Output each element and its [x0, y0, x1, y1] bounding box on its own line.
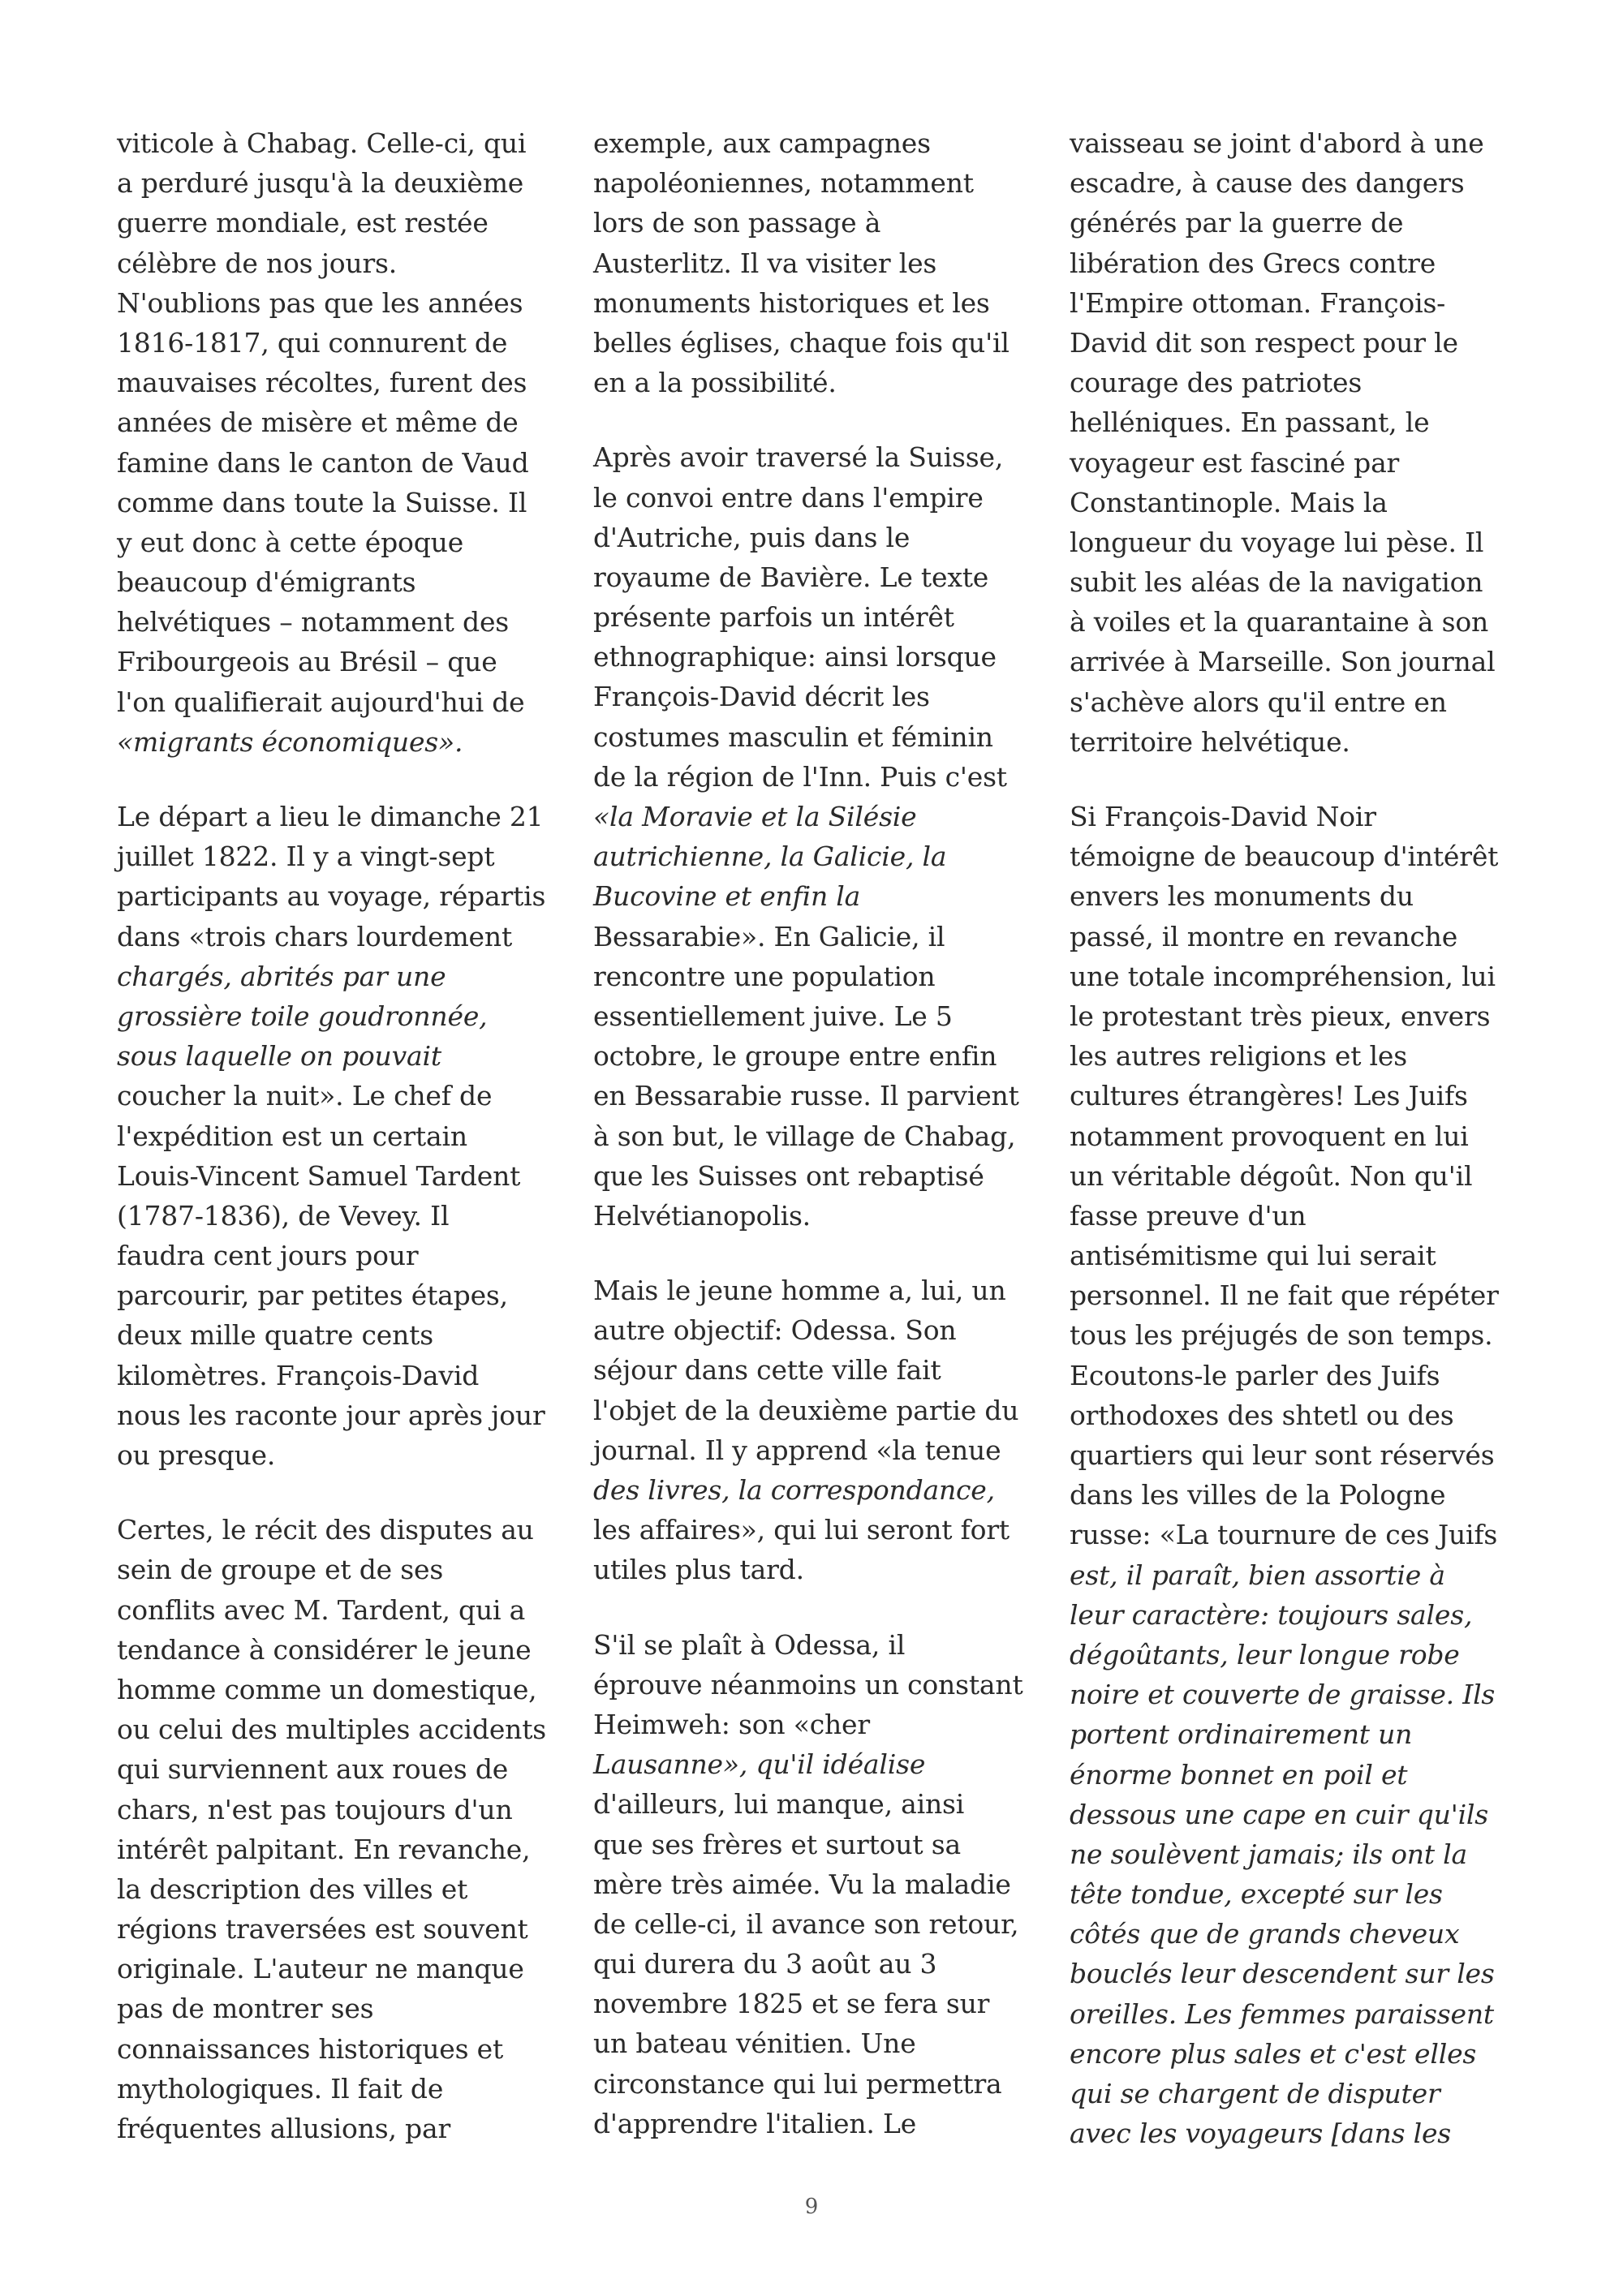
paragraph	[117, 797, 559, 1475]
text-line: témoigne de beaucoup d'intérêt	[1070, 841, 1499, 873]
text-line: cultures étrangères! Les Juifs	[1070, 1080, 1468, 1112]
italic-quote: oreilles. Les femmes paraissent	[1070, 1997, 1494, 2030]
text-line: mère très aimée. Vu la maladie	[593, 1868, 1011, 1900]
italic-quote: tête tondue, excepté sur les	[1070, 1878, 1443, 1911]
text-line: d'Autriche, puis dans le	[593, 521, 911, 553]
text-line: pas de montrer ses	[117, 1993, 374, 2025]
text-line	[1070, 1755, 1512, 1795]
text-line: quartiers qui leur sont réservés	[1070, 1439, 1495, 1471]
text-line: territoire helvétique.	[1070, 725, 1350, 758]
italic-quote: ne soulèvent jamais; ils ont la	[1070, 1838, 1467, 1870]
italic-quote: Lausanne», qu'il idéalise	[593, 1748, 926, 1781]
text-line: kilomètres. François-David	[117, 1359, 480, 1391]
text-line	[1070, 1834, 1512, 1874]
text-line: coucher la nuit». Le chef de	[117, 1080, 493, 1112]
paragraph	[1070, 797, 1512, 2153]
italic-quote: qui se chargent de disputer	[1070, 2078, 1440, 2109]
text-line: Mais le jeune homme a, lui, un	[593, 1275, 1006, 1307]
italic-quote: «migrants économiques».	[117, 725, 463, 758]
text-line: guerre mondiale, est restée	[117, 207, 489, 239]
text-line: viticole à Chabag. Celle-ci, qui	[117, 127, 527, 159]
text-line: David dit son respect pour le	[1070, 326, 1458, 359]
text-line: belles églises, chaque fois qu'il	[593, 326, 1010, 359]
text-line: Le départ a lieu le dimanche 21	[117, 801, 544, 832]
text-line: longueur du voyage lui pèse. Il	[1070, 526, 1484, 558]
italic-quote: «la Moravie et la Silésie	[593, 801, 917, 832]
text-line	[593, 836, 1035, 876]
text-line	[1070, 1795, 1512, 1834]
italic-quote: encore plus sales et c'est elles	[1070, 2037, 1477, 2070]
text-line: Après avoir traversé la Suisse,	[593, 441, 1004, 474]
text-line: mauvaises récoltes, furent des	[117, 367, 527, 399]
text-line: le protestant très pieux, envers	[1070, 1000, 1491, 1032]
text-line: Si François-David Noir	[1070, 801, 1376, 832]
text-line: lors de son passage à	[593, 207, 881, 239]
text-line	[1070, 1635, 1512, 1675]
text-line: juillet 1822. Il y a vingt-sept	[117, 841, 495, 873]
text-line: présente parfois un intérêt	[593, 601, 954, 634]
paragraph	[1070, 123, 1512, 762]
italic-quote: sous laquelle on pouvait	[117, 1040, 441, 1073]
text-line: Austerlitz. Il va visiter les	[593, 247, 937, 279]
text-line	[1070, 1675, 1512, 1714]
italic-quote: est, il paraît, bien assortie à	[1070, 1559, 1445, 1591]
text-line: novembre 1825 et se fera sur	[593, 1988, 990, 2020]
text-line: mythologiques. Il fait de	[117, 2072, 444, 2105]
paragraph	[593, 1625, 1035, 2143]
text-line: Louis-Vincent Samuel Tardent	[117, 1159, 521, 1192]
text-line: tous les préjugés de son temps.	[1070, 1319, 1493, 1352]
text-line: exemple, aux campagnes	[593, 127, 931, 159]
text-line: un véritable dégoût. Non qu'il	[1070, 1159, 1473, 1192]
paragraph	[117, 123, 559, 762]
text-line: deux mille quatre cents	[117, 1319, 433, 1352]
text-line: une totale incompréhension, lui	[1070, 960, 1496, 992]
text-line	[1070, 1954, 1512, 1993]
italic-quote: Bucovine et enfin la	[593, 880, 861, 913]
text-line: S'il se plaît à Odessa, il	[593, 1628, 906, 1661]
text-line	[117, 957, 559, 996]
text-line: d'apprendre l'italien. Le	[593, 2107, 917, 2139]
text-line: libération des Grecs contre	[1070, 247, 1436, 279]
paragraph	[593, 1271, 1035, 1590]
text-line: éprouve néanmoins un constant	[593, 1668, 1023, 1701]
text-line: en Bessarabie russe. Il parvient	[593, 1080, 1019, 1112]
text-line: voyageur est fasciné par	[1070, 446, 1400, 479]
text-line: à voiles et la quarantaine à son	[1070, 606, 1489, 638]
text-line: (1787-1836), de Vevey. Il	[117, 1199, 450, 1232]
italic-quote: grossière toile goudronnée,	[117, 1000, 488, 1032]
text-line: intérêt palpitant. En revanche,	[117, 1833, 531, 1865]
text-line: originale. L'auteur ne manque	[117, 1953, 524, 1985]
text-line: subit les aléas de la navigation	[1070, 566, 1483, 599]
text-line: que ses frères et surtout sa	[593, 1828, 961, 1860]
text-line: comme dans toute la Suisse. Il	[117, 486, 527, 518]
text-line: que les Suisses ont rebaptisé	[593, 1159, 984, 1192]
text-line: courage des patriotes	[1070, 367, 1363, 399]
text-line: homme comme un domestique,	[117, 1673, 537, 1705]
text-line: N'oublions pas que les années	[117, 286, 523, 319]
text-line: qui surviennent aux roues de	[117, 1753, 509, 1786]
text-line: régions traversées est souvent	[117, 1913, 528, 1946]
text-line: les affaires», qui lui seront fort	[593, 1514, 1010, 1546]
italic-quote: noire et couverte de graisse. Ils	[1070, 1679, 1496, 1711]
text-line: autre objectif: Odessa. Son	[593, 1314, 957, 1347]
text-line: connaissances historiques et	[117, 2032, 504, 2065]
text-line: ethnographique: ainsi lorsque	[593, 641, 997, 673]
text-line: séjour dans cette ville fait	[593, 1354, 941, 1387]
text-line: circonstance qui lui permettra	[593, 2067, 1002, 2100]
text-line	[1070, 1595, 1512, 1635]
text-line: l'objet de la deuxième partie du	[593, 1394, 1019, 1426]
text-line: l'Empire ottoman. François-	[1070, 286, 1446, 319]
text-line: a perduré jusqu'à la deuxième	[117, 167, 524, 200]
text-column-3	[1070, 123, 1512, 2153]
text-line: helléniques. En passant, le	[1070, 406, 1430, 439]
text-line: chars, n'est pas toujours d'un	[117, 1793, 513, 1825]
paragraph	[117, 1510, 559, 2148]
italic-quote: chargés, abrités par une	[117, 960, 446, 992]
text-line: sein de groupe et de ses	[117, 1554, 444, 1586]
italic-quote: leur caractère: toujours sales,	[1070, 1598, 1473, 1631]
text-line: générés par la guerre de	[1070, 207, 1404, 239]
text-line: Fribourgeois au Brésil – que	[117, 646, 497, 678]
text-line: costumes masculin et féminin	[593, 720, 993, 753]
text-line	[593, 1744, 1035, 1784]
text-line: royaume de Bavière. Le texte	[593, 561, 989, 593]
text-line: de celle-ci, il avance son retour,	[593, 1907, 1019, 1940]
text-line: François-David décrit les	[593, 681, 930, 713]
text-line: fréquentes allusions, par	[117, 2113, 451, 2144]
text-line: participants au voyage, répartis	[117, 880, 546, 913]
text-line: l'expédition est un certain	[117, 1120, 467, 1152]
italic-quote: énorme bonnet en poil et	[1070, 1758, 1408, 1791]
page-number: 9	[804, 2195, 819, 2219]
italic-quote: autrichienne, la Galicie, la	[593, 841, 947, 873]
text-line: 1816-1817, qui connurent de	[117, 326, 508, 359]
text-line: monuments historiques et les	[593, 286, 990, 319]
text-line: personnel. Il ne fait que répéter	[1070, 1279, 1499, 1312]
text-line: ou celui des multiples accidents	[117, 1713, 546, 1746]
text-column-2	[593, 123, 1035, 2143]
text-line: napoléoniennes, notamment	[593, 167, 974, 200]
text-line: dans les villes de la Pologne	[1070, 1479, 1446, 1511]
text-line: un bateau vénitien. Une	[593, 2027, 916, 2060]
text-line: tendance à considérer le jeune	[117, 1633, 532, 1666]
text-line	[117, 996, 559, 1036]
text-line: journal. Il y apprend «la tenue	[593, 1434, 1001, 1466]
text-line: helvétiques – notamment des	[117, 606, 510, 638]
text-line	[1070, 2113, 1512, 2153]
italic-quote: côtés que de grands cheveux	[1070, 1918, 1460, 1950]
text-line	[593, 797, 1035, 836]
text-line: en a la possibilité.	[593, 367, 837, 399]
text-line: conflits avec M. Tardent, qui a	[117, 1593, 526, 1626]
text-line	[593, 876, 1035, 916]
italic-quote: dégoûtants, leur longue robe	[1070, 1638, 1460, 1670]
text-line: dans «trois chars lourdement	[117, 920, 512, 952]
text-line: notamment provoquent en lui	[1070, 1120, 1469, 1152]
text-line: années de misère et même de	[117, 406, 519, 439]
text-line: parcourir, par petites étapes,	[117, 1279, 508, 1312]
text-line	[117, 722, 559, 762]
text-column-1	[117, 123, 559, 2148]
text-line: Helvétianopolis.	[593, 1199, 811, 1232]
text-line: Certes, le récit des disputes au	[117, 1514, 534, 1546]
text-line: utiles plus tard.	[593, 1554, 804, 1586]
text-line: orthodoxes des shtetl ou des	[1070, 1399, 1454, 1431]
text-line	[1070, 1914, 1512, 1954]
text-line: Heimweh: son «cher	[593, 1708, 870, 1740]
text-line: octobre, le groupe entre enfin	[593, 1040, 997, 1073]
text-line: d'ailleurs, lui manque, ainsi	[593, 1788, 965, 1821]
italic-quote: avec les voyageurs [dans les	[1070, 2118, 1452, 2150]
text-line	[1070, 1994, 1512, 2034]
text-line: rencontre une population	[593, 960, 936, 992]
italic-quote: des livres, la correspondance,	[593, 1474, 995, 1506]
text-line: ou presque.	[117, 1439, 276, 1471]
text-line	[1070, 1714, 1512, 1754]
text-line: Ecoutons-le parler des Juifs	[1070, 1359, 1440, 1391]
paragraph	[593, 123, 1035, 402]
text-line: Constantinople. Mais la	[1070, 486, 1388, 518]
text-line: l'on qualifierait aujourd'hui de	[117, 686, 525, 718]
text-line	[117, 1036, 559, 1076]
text-line: à son but, le village de Chabag,	[593, 1120, 1016, 1152]
text-line: qui durera du 3 août au 3	[593, 1948, 937, 1980]
text-line	[1070, 1555, 1512, 1595]
italic-quote: dessous une cape en cuir qu'ils	[1070, 1798, 1489, 1830]
text-line: s'achève alors qu'il entre en	[1070, 686, 1447, 718]
text-line: vaisseau se joint d'abord à une	[1070, 127, 1484, 159]
text-line: famine dans le canton de Vaud	[117, 446, 529, 479]
text-line: Bessarabie». En Galicie, il	[593, 920, 945, 952]
text-line	[1070, 2074, 1512, 2113]
text-line: passé, il montre en revanche	[1070, 920, 1458, 952]
text-line: le convoi entre dans l'empire	[593, 481, 984, 514]
italic-quote: bouclés leur descendent sur les	[1070, 1958, 1495, 1990]
text-line: beaucoup d'émigrants	[117, 566, 416, 599]
text-line: célèbre de nos jours.	[117, 247, 398, 279]
text-line: les autres religions et les	[1070, 1040, 1407, 1073]
paragraph	[593, 437, 1035, 1236]
text-line: russe: «La tournure de ces Juifs	[1070, 1519, 1498, 1551]
text-line	[1070, 1874, 1512, 1914]
text-line: escadre, à cause des dangers	[1070, 167, 1465, 200]
italic-quote: portent ordinairement un	[1070, 1718, 1413, 1751]
text-line: faudra cent jours pour	[117, 1240, 419, 1272]
text-line: essentiellement juive. Le 5	[593, 1000, 953, 1032]
text-line: envers les monuments du	[1070, 880, 1414, 913]
text-line	[1070, 2034, 1512, 2074]
text-line: de la région de l'Inn. Puis c'est	[593, 760, 1007, 793]
text-line: antisémitisme qui lui serait	[1070, 1240, 1436, 1272]
text-line: arrivée à Marseille. Son journal	[1070, 646, 1496, 678]
text-line	[593, 1470, 1035, 1510]
text-line: fasse preuve d'un	[1070, 1199, 1307, 1232]
text-line: y eut donc à cette époque	[117, 526, 464, 558]
text-line: nous les raconte jour après jour	[117, 1399, 545, 1431]
text-line: la description des villes et	[117, 1872, 468, 1905]
